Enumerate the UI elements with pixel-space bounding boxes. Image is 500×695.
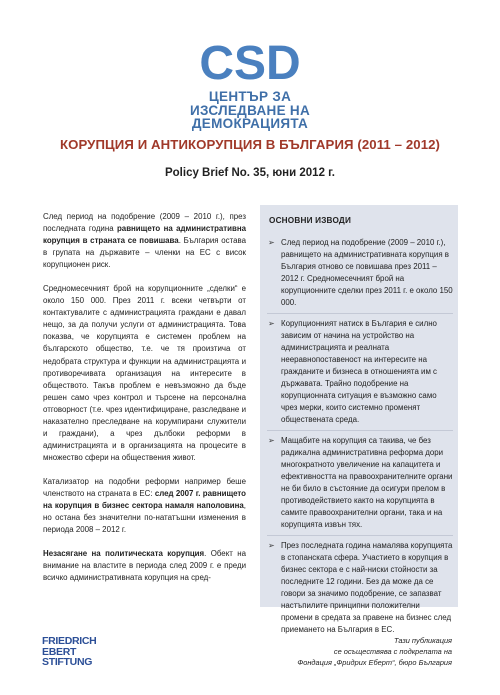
paragraph: Катализатор на подобни реформи например беше членството на страната в ЕС: след 2007 г. равнището на корупция в бизнес сектора намаля наполовина, но остана без значителни по-нататъшни изменения в периода 2008 – 2012 г. — [43, 476, 246, 535]
org-name-line: ИЗСЛЕДВАНЕ НА — [189, 102, 311, 118]
org-name-line: ДЕМОКРАЦИЯТА — [191, 116, 309, 131]
org-name-line: ЦЕНТЪР ЗА — [208, 89, 292, 104]
csd-logo — [0, 36, 500, 86]
document-subtitle: Policy Brief No. 35, юни 2012 г. — [164, 167, 335, 179]
csd-logo-icon — [195, 36, 305, 86]
fes-logo: FRIEDRICH EBERT STIFTUNG — [42, 635, 97, 668]
conclusions-list — [267, 233, 453, 640]
list-item: ➢ Мащабите на корупция са такива, че без радикална административна реформа дори многократното увеличение на капацитета и ефективността на правоохранителните органи не би било в състояние да осигури прелом в противодействието както на корупцията в самите правоохранителни органи, така и на корупцията извън тях. — [267, 431, 453, 536]
document-title: КОРУПЦИЯ И АНТИКОРУПЦИЯ В БЪЛГАРИЯ (2011 – 2012) — [59, 137, 441, 152]
logo-text: CSD — [199, 37, 301, 86]
conclusions-title: ОСНОВНИ ИЗВОДИ — [269, 216, 352, 225]
arrow-bullet-icon: ➢ — [268, 436, 275, 445]
key-conclusions-box — [260, 205, 458, 634]
list-item: ➢ След период на подобрение (2009 – 2010 г.), равнището на административната корупция в България отново се повишава през 2011 – 2012 г. Средномесечният брой на корупционните сделки през 2011 г. е около 150 000. — [267, 233, 453, 314]
arrow-bullet-icon: ➢ — [268, 541, 275, 550]
organization-name — [0, 90, 500, 131]
arrow-bullet-icon: ➢ — [268, 319, 275, 328]
main-text-column — [43, 211, 246, 596]
paragraph: Незасягане на политическата корупция. Обект на внимание на властите в периода след 2009 г. е преди всичко административната корупция на сред- — [43, 549, 246, 583]
arrow-bullet-icon: ➢ — [268, 238, 275, 247]
paragraph: Средномесечният брой на корупционните „сделки“ е около 150 000. През 2011 г. всеки четвърти от контактувалите с администрацията граждани е давал нещо, за да получи услуги от администрацията. Това показва, че корупцията е системен проблем на българското общество, т.е. че тя произтича от недобрата структура и функции на администрацията и противоречивата организация на интересите в обществото. Такъв проблем е невъзможно да бъде решен само чрез контрол и търсене на персонална отговорност (т.е. чрез идентифициране, разследване и наказателно преследване на корумпирани служители и граждани), а чрез дълбоки реформи в администрацията и в организацията на процесите в множество сфери на обществения живот. — [43, 284, 246, 462]
publication-credit: Тази публикация се осъществява с подкрепата на Фондация „Фридрих Еберт“, бюро България — [297, 636, 452, 667]
list-item: ➢ През последната година намалява корупцията в стопанската сфера. Участието в корупция в бизнес сектора е с най-ниски стойности за последните 12 години. Без да може да се говори за значимо подобрение, се запазват настъпилите принципни положителни промени в средата за правене на бизнес след приемането на България в ЕС. — [268, 541, 453, 634]
list-item: ➢ Корупционният натиск в България е силно зависим от начина на устройство на администрацията и реалната нееравнопоставеност на интересите на гражданите и бизнеса в отношенията им с държавата. Трайно подобрение на корупционната ситуация е възможно само чрез мерки, които системно променят обществената среда. — [267, 314, 453, 431]
paragraph: След период на подобрение (2009 – 2010 г.), през последната година равнището на административна корупция в страната се повишава. България остава в групата на държавите – членки на ЕС с висок корупционен риск. — [43, 212, 247, 270]
